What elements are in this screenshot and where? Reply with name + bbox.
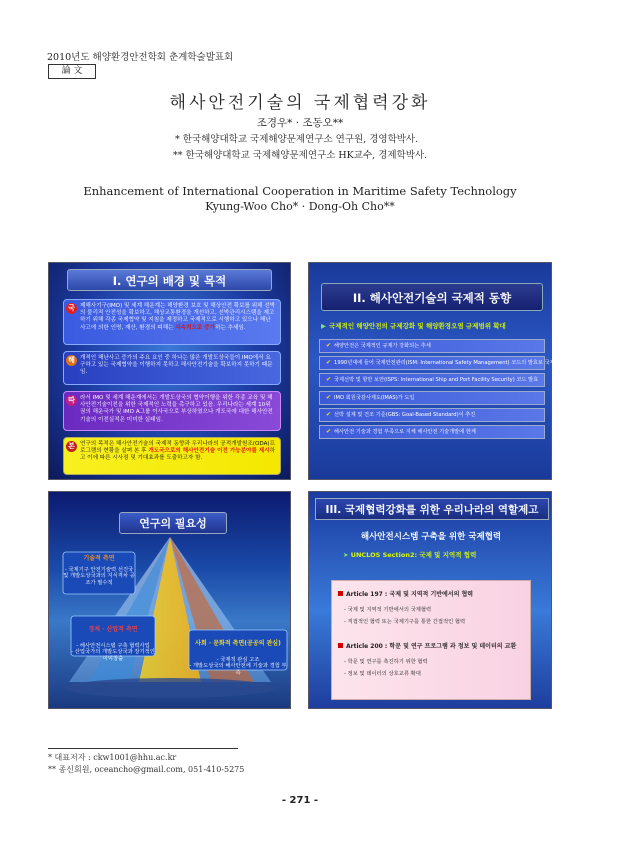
list-item <box>319 391 545 405</box>
list-item <box>319 339 545 353</box>
econ-aspect <box>71 620 155 669</box>
slide1-title: I. 연구의 배경 및 목적 <box>67 269 272 291</box>
article-197 <box>338 589 473 598</box>
journal-header: 2010년도 해양환경안전학회 춘계학술발표회 <box>47 52 234 63</box>
page-number: - 271 - <box>281 795 319 806</box>
slide1-box-2 <box>63 351 281 385</box>
slide1-marker-2: 해 <box>66 355 77 366</box>
list-item <box>319 425 545 439</box>
tech-aspect-body: - 국제기구 안전기술력 선진국 및 개발도상국과의 지식격차 공조가 필수적 <box>63 566 135 586</box>
list-item <box>319 356 641 370</box>
slide1-box-4 <box>63 437 281 475</box>
tech-aspect <box>63 556 135 586</box>
check-icon: ✔ <box>326 393 332 401</box>
slide1-box-1-text: 제해사기구(IMO) 및 세계 해운계는 해양환경 보호 및 해상안전 확보를 위해 선박의 물리적 안전성을 확보하고, 해상교통환경을 개선하고, 선박관리시스템을 제고하기 위해 각종 국제협약 및 지침을 제정하고 국제적으로 시행하고 있으나 해난사고에 의한 인명, 재산, 환경의 피해는 <box>80 303 276 331</box>
slide4-unclos <box>343 550 523 559</box>
korean-authors: 조경우* · 조동오** <box>256 117 344 129</box>
slide4-unclos-text: UNCLOS Section2: 국제 및 지역적 협력 <box>350 551 477 559</box>
slide4-subtitle: 해사안전시스템 구축을 위한 국제협력 <box>360 532 502 542</box>
check-icon: ✔ <box>326 342 332 349</box>
social-aspect-body: - 국제적 관심 고조 - 개발도상국의 해사안전에 기술과 경험 부족 <box>189 656 287 676</box>
slide-background-purpose <box>48 262 291 480</box>
list-item-text: IMO 회원국감사제도(IMAS)가 도입 <box>334 394 415 401</box>
slide3-title: 연구의 필요성 <box>119 512 227 534</box>
social-aspect-head: 사회 · 문화적 측면(공공의 관심) <box>195 639 281 647</box>
list-item <box>319 408 545 422</box>
econ-aspect-head: 경제 · 산업적 측면 <box>88 625 138 633</box>
affiliation-2: ** 한국해양대학교 국제해양문제연구소 HK교수, 경제학박사. <box>173 150 428 161</box>
triangle-icon: ▶ <box>321 322 326 330</box>
list-item-text: 해양안전은 국제적인 규제가 강화되는 추세 <box>334 343 431 349</box>
slide1-box-4-text: 연구의 목적은 해사안전기술의 국제적 동향과 우리나라의 공적개발원조(ODA)프로그램의 현황을 살펴 본 후 <box>80 441 275 455</box>
slide1-box-2-text: 개적인 해난사고 증가의 주요 요인 중 하나는 많은 개발도상국들이 IMO에서 요구하고 있는 국제협약을 이행하지 못하고 해사안전기술을 확보하지 못하기 때문임. <box>80 355 273 376</box>
slide1-box-3 <box>63 391 281 431</box>
korean-title: 해사안전기술의 국제협력강화 <box>169 93 431 113</box>
article-200-head: Article 200 : 학문 및 연구 프로그램 과 정보 및 데이터의 교환 <box>346 643 517 650</box>
slide-research-necessity <box>48 491 291 709</box>
article-200-item-1: - 학문 및 연구를 촉진하기 위한 협력 <box>344 659 428 665</box>
slide1-box-1 <box>63 299 281 345</box>
english-authors: Kyung-Woo Cho* · Dong-Oh Cho** <box>205 200 395 213</box>
check-icon: ✔ <box>326 359 332 367</box>
slide1-marker-4: 본 <box>66 441 77 452</box>
slide1-marker-3: 따 <box>66 395 77 406</box>
footnote-1: * 대표저자 : ckw1001@hhu.ac.kr <box>48 753 177 762</box>
list-item-text: 해사안전 기술과 경험 부족으로 지체 해사안전 기술개발에 한계 <box>334 428 476 435</box>
footnote-divider <box>48 748 238 749</box>
check-icon: ✔ <box>326 376 332 384</box>
list-item <box>319 373 545 387</box>
check-icon: ✔ <box>326 410 332 418</box>
slide1-marker-1: 국 <box>66 303 77 314</box>
slide2-subtitle <box>321 319 545 333</box>
article-200 <box>338 641 516 650</box>
slide4-title: III. 국제협력강화를 위한 우리나라의 역할제고 <box>315 498 549 520</box>
slide-cooperation-role <box>308 491 552 709</box>
slide1-box-1-highlight: 지속적으로 증가 <box>175 324 216 331</box>
bullet-square-icon <box>338 643 343 648</box>
english-title: Enhancement of International Cooperation in Maritime Safety Technology <box>83 184 517 198</box>
article-197-item-1: - 국제 및 지역적 기반에서의 국제협력 <box>344 607 432 613</box>
slide2-title: II. 해사안전기술의 국제적 동향 <box>321 283 543 311</box>
bullet-square-icon <box>338 591 343 596</box>
footnote-2: ** 종신회원, oceancho@gmail.com, 051-410-5275 <box>48 765 245 774</box>
list-item-text: 국제선박 및 항만 보안(ISPS: International Ship and Port Facility Security) 코드 발효 <box>334 377 539 384</box>
econ-aspect-body: - 해사안전시스템 구축 협력사업 - 산업국가의 개발도상국과 장기적인 이익창출 <box>71 642 155 662</box>
article-197-item-2: - 직접적인 협력 또는 국제기구를 통한 간접적인 협력 <box>344 619 466 625</box>
slide1-box-4-highlight: 개도국으로의 해사안전기술 이전 가능분야를 제시 <box>148 448 270 455</box>
slide2-subtitle-text: 국제적인 해양안전의 규제강화 및 해양환경오염 규제범위 확대 <box>329 322 506 330</box>
article-type-tag: 論 文 <box>48 64 96 79</box>
social-aspect <box>189 634 287 683</box>
arrow-icon: ➤ <box>343 551 351 559</box>
check-icon: ✔ <box>326 427 332 435</box>
articles-panel <box>331 580 531 700</box>
tech-aspect-head: 기술적 측면 <box>83 555 115 562</box>
list-item-text: 선박 설계 및 건조 기준(GBS: Goal-Based Standard)이 추진 <box>334 411 476 418</box>
affiliation-1: * 한국해양대학교 국제해양문제연구소 연구원, 경영학박사. <box>175 134 419 145</box>
slide2-list <box>319 339 641 442</box>
article-200-item-2: - 정보 및 데이터의 상호교류 확대 <box>344 671 421 677</box>
slide-international-trends <box>308 262 641 480</box>
slide1-box-4-tail: 하고 이에 따른 시사점 및 기대효과를 도출하고자 함. <box>80 448 276 462</box>
article-197-head: Article 197 : 국제 및 지역적 기반에서의 협력 <box>346 591 474 598</box>
slide1-box-1-tail: 하는 추세임. <box>215 324 246 331</box>
slide1-box-3-text: 라서 IMO 및 세계 해운계에서는 개발도상국의 협약이행을 위한 각종 교육 및 해사안전기술이전을 위한 국제적인 노력을 촉구하고 있음. 우리나라는 세계 10위권의 해운국가 및 IMO A그룹 이사국으로 부상하였으나 개도국에 대한 해사안전기술의 이전실적은 미미한 실태임. <box>80 395 273 423</box>
list-item-text: 1990년대에 들어 국제안전관리(ISM: International Safety Management) 코드의 발효로 국제적인 안전관리에 대한 규제가 시스템화 <box>334 360 641 367</box>
